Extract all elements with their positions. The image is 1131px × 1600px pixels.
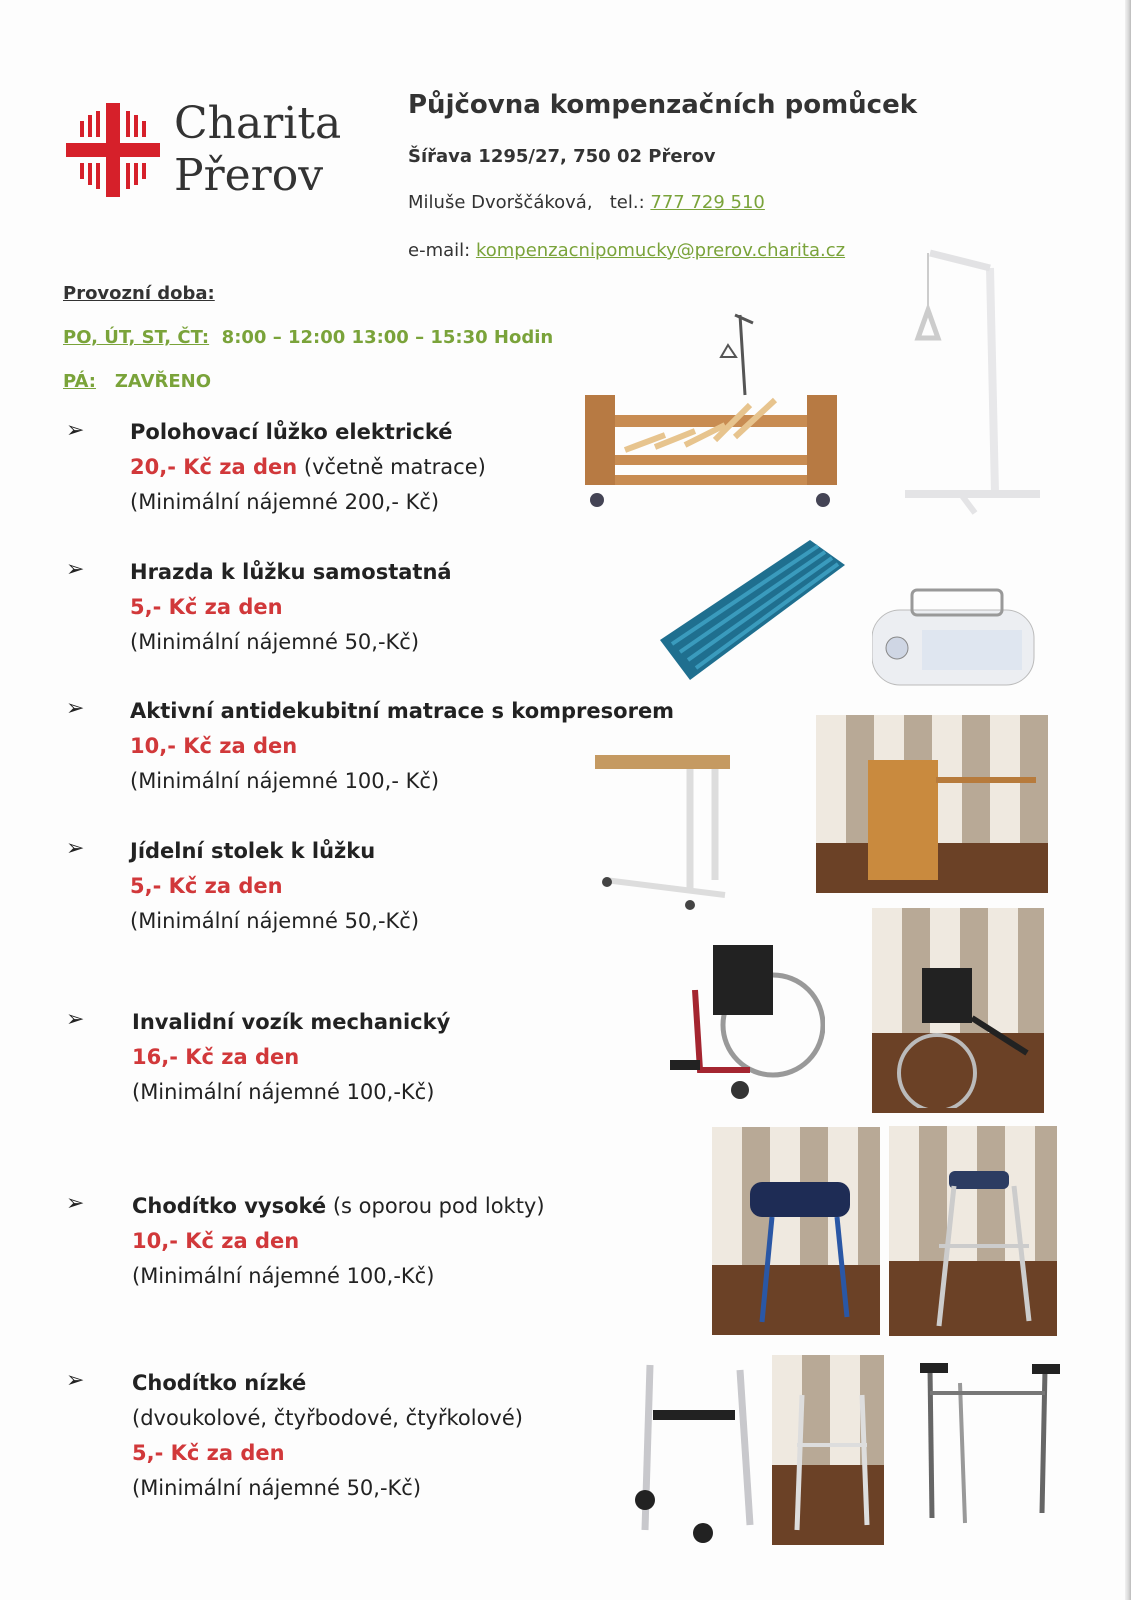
- item-name: Jídelní stolek k lůžku: [130, 839, 376, 863]
- list-item: [130, 555, 452, 660]
- bullet-icon: ➢: [66, 696, 85, 721]
- item-price: 10,- Kč za den: [132, 1229, 300, 1253]
- nightstand-table-photo: [816, 715, 1048, 893]
- email-line: [408, 240, 845, 261]
- tel-label: tel.:: [609, 192, 645, 213]
- item-name: Chodítko nízké: [132, 1371, 307, 1395]
- item-price-line: [130, 450, 486, 485]
- item-name: Hrazda k lůžku samostatná: [130, 560, 452, 584]
- item-min-rent: (Minimální nájemné 100,-Kč): [132, 1080, 435, 1104]
- bullet-icon: ➢: [66, 557, 85, 582]
- item-min-rent: (Minimální nájemné 50,-Kč): [130, 630, 420, 654]
- page-title: Půjčovna kompenzačních pomůcek: [408, 90, 918, 120]
- item-price: 16,- Kč za den: [132, 1045, 300, 1069]
- item-name-line: [132, 1189, 545, 1224]
- list-item: [132, 1189, 545, 1294]
- bullet-icon: ➢: [66, 1007, 85, 1032]
- bullet-icon: ➢: [66, 418, 85, 443]
- bullet-icon: ➢: [66, 836, 85, 861]
- email-link[interactable]: kompenzacnipomucky@prerov.charita.cz: [475, 240, 846, 261]
- overbed-table-photo: [595, 750, 745, 915]
- air-mattress-photo: [660, 540, 845, 685]
- item-price: 20,- Kč za den: [130, 455, 298, 479]
- hours-row-2: [63, 371, 211, 392]
- item-min-rent: (Minimální nájemné 50,-Kč): [130, 909, 420, 933]
- hours-days-2: PÁ:: [63, 371, 97, 392]
- bullet-icon: ➢: [66, 1191, 85, 1216]
- tel-link[interactable]: 777 729 510: [650, 192, 765, 213]
- item-min-rent: (Minimální nájemné 100,-Kč): [132, 1264, 435, 1288]
- hours-status-2: ZAVŘENO: [114, 371, 212, 392]
- list-item: [130, 834, 419, 939]
- item-name: Invalidní vozík mechanický: [132, 1010, 451, 1034]
- bullet-icon: ➢: [66, 1368, 85, 1393]
- hours-days-1: PO, ÚT, ST, ČT:: [63, 327, 210, 348]
- item-min-rent: (Minimální nájemné 50,-Kč): [132, 1476, 422, 1500]
- bed-trapeze-stand-photo: [900, 248, 1045, 523]
- item-name: Chodítko vysoké: [132, 1194, 327, 1218]
- scan-edge: [1125, 0, 1131, 1600]
- low-walker-photo-3: [920, 1358, 1060, 1533]
- high-walker-photo-1: [712, 1127, 880, 1335]
- item-min-rent: (Minimální nájemné 200,- Kč): [130, 490, 440, 514]
- low-walker-photo-2: [772, 1355, 884, 1545]
- item-subtitle: (dvoukolové, čtyřbodové, čtyřkolové): [132, 1406, 523, 1430]
- item-price: 5,- Kč za den: [130, 874, 283, 898]
- contact-line: [408, 192, 765, 213]
- item-price: 10,- Kč za den: [130, 734, 298, 758]
- address: Šířava 1295/27, 750 02 Přerov: [408, 146, 716, 167]
- electric-bed-photo: [585, 305, 845, 515]
- wheelchair-room-photo: [872, 908, 1044, 1113]
- email-label: e-mail:: [408, 240, 471, 261]
- hours-times-1: 8:00 – 12:00 13:00 – 15:30 Hodin: [221, 327, 554, 348]
- item-price: 5,- Kč za den: [130, 595, 283, 619]
- item-name: Polohovací lůžko elektrické: [130, 420, 453, 444]
- item-price: 5,- Kč za den: [132, 1441, 285, 1465]
- charita-cross-logo-icon: [66, 103, 160, 197]
- item-name: Aktivní antidekubitní matrace s kompresorem: [130, 699, 675, 723]
- list-item: [132, 1005, 450, 1110]
- wheelchair-photo: [665, 930, 825, 1105]
- logo-line1: Charita: [174, 98, 342, 149]
- compressor-photo: [872, 585, 1037, 690]
- item-name-note: (s oporou pod lokty): [326, 1194, 545, 1218]
- item-min-rent: (Minimální nájemné 100,- Kč): [130, 769, 440, 793]
- list-item: [130, 415, 486, 520]
- hours-heading: Provozní doba:: [63, 283, 215, 304]
- list-item: [132, 1366, 523, 1506]
- hours-row-1: [63, 327, 553, 348]
- list-item: [130, 694, 674, 799]
- low-walker-photo-1: [625, 1355, 765, 1545]
- high-walker-photo-2: [889, 1126, 1057, 1336]
- contact-person: Miluše Dvorščáková,: [408, 192, 593, 213]
- item-price-note: (včetně matrace): [297, 455, 486, 479]
- logo-line2: Přerov: [174, 150, 324, 201]
